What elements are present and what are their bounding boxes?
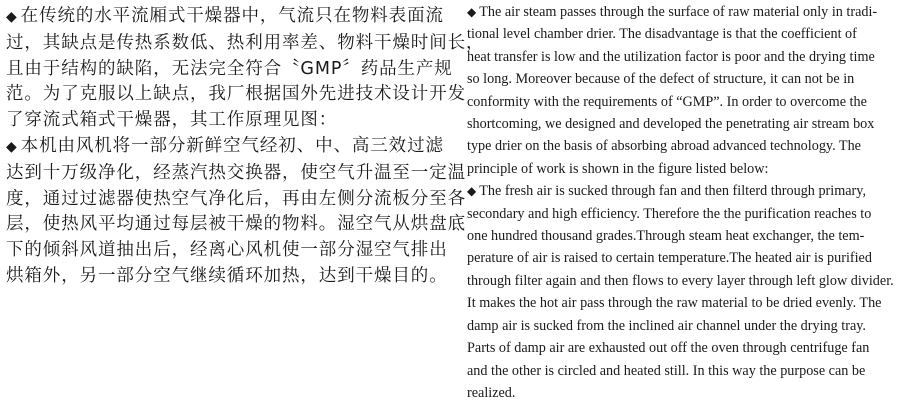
text-line: 烘箱外，另一部分空气继续循环加热，达到干燥目的。 (6, 265, 448, 286)
text-line: 达到十万级净化，经蒸汽热交换器，使空气升温至一定温 (6, 162, 466, 183)
text-line: heat transfer is low and the utilization factor is poor and the drying time (467, 48, 875, 65)
text-line: 度，通过过滤器使热空气净化后，再由左侧分流板分至各 (6, 188, 466, 209)
diamond-bullet-icon: ◆ (467, 184, 477, 199)
text-line: Parts of damp air are exhausted out off the oven through centrifuge fan (467, 340, 870, 357)
text-line: 层，使热风平均通过每层被干燥的物料。湿空气从烘盘底 (6, 214, 466, 235)
text-line: principle of work is shown in the figure listed below: (467, 160, 769, 177)
diamond-bullet-icon: ◆ (6, 9, 18, 25)
text-line: realized. (467, 384, 516, 401)
text-line: 过，其缺点是传热系数低、热利用率差、物料干燥时间长， (6, 32, 485, 53)
english-paragraph-1 (467, 1, 895, 180)
text-line: secondary and high efficiency. Therefore the the purification reaches to (467, 205, 872, 222)
text-line: type drier on the basis of absorbing abroad advanced technology. The (467, 138, 861, 155)
text-line: conformity with the requirements of “GMP”. In order to overcome the (467, 93, 867, 110)
text-line: tional level chamber drier. The disadvantage is that the coefficient of (467, 26, 857, 43)
text-line: through filter again and then flows to every layer through left glow divider. (467, 272, 894, 289)
text-line: ◆ 在传统的水平流厢式干燥器中，气流只在物料表面流 (6, 6, 444, 26)
text-line: 且由于结构的缺陷，无法完全符合〝GMP〞药品生产规 (6, 58, 453, 79)
diamond-bullet-icon: ◆ (467, 5, 477, 19)
chinese-description-column (6, 4, 485, 290)
text-line: It makes the hot air pass through the raw material to be dried evenly. The (467, 295, 882, 312)
text-line: ◆ The fresh air is sucked through fan and then filterd through primary, (467, 183, 866, 200)
text-line: 范。为了克服以上缺点，我厂根据国外先进技术设计开发 (6, 84, 466, 105)
text-line: one hundred thousand grades.Through steam heat exchanger, the tem- (467, 228, 865, 245)
text-line: and the other is circled and heated still. In this way the purpose can be (467, 362, 866, 379)
text-line: perature of air is raised to certain temperature.The heated air is purified (467, 250, 872, 267)
text-line: shortcoming, we designed and developed the penetrating air stream box (467, 116, 875, 133)
diamond-bullet-icon: ◆ (6, 138, 18, 155)
english-description-column (467, 1, 895, 404)
text-line: so long. Moreover because of the defect of structure, it can not be in (467, 71, 855, 88)
text-line: ◆ 本机由风机将一部分新鲜空气经初、中、高三效过滤 (6, 135, 444, 156)
chinese-paragraph-2 (6, 134, 466, 290)
text-line: 了穿流式箱式干燥器，其工作原理见图： (6, 110, 338, 131)
chinese-paragraph-1 (6, 4, 485, 134)
text-line: damp air is sucked from the inclined air channel under the drying tray. (467, 317, 866, 334)
english-paragraph-2 (467, 180, 895, 404)
text-line: ◆ The air steam passes through the surface of raw material only in tradi- (467, 4, 878, 20)
text-line: 下的倾斜风道抽出后，经离心风机使一部分湿空气排出 (6, 240, 448, 261)
